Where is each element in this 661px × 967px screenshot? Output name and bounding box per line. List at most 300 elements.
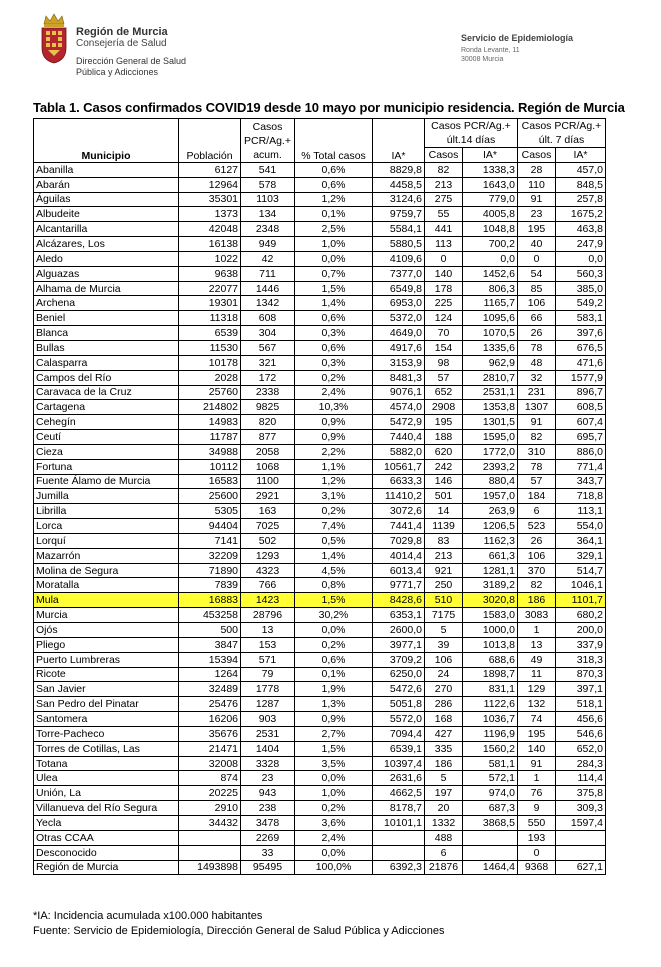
- cell-ia-7d: 309,3: [556, 801, 606, 816]
- cell-casos-acum: 4323: [241, 563, 295, 578]
- cell-casos-acum: 877: [241, 430, 295, 445]
- cell-poblacion: 42048: [179, 222, 241, 237]
- cell-ia: 9771,7: [373, 578, 425, 593]
- cell-casos-7d: 110: [518, 177, 556, 192]
- cell-casos-14d: 620: [425, 444, 463, 459]
- cell-pct-total: 0,6%: [295, 311, 373, 326]
- cell-poblacion: 16206: [179, 712, 241, 727]
- cell-casos-acum: 578: [241, 177, 295, 192]
- cell-municipio: Moratalla: [34, 578, 179, 593]
- cell-casos-7d: 1307: [518, 400, 556, 415]
- cell-ia-14d: 687,3: [463, 801, 518, 816]
- cell-pct-total: 2,4%: [295, 830, 373, 845]
- cell-ia-7d: 1101,7: [556, 593, 606, 608]
- cell-poblacion: 453258: [179, 608, 241, 623]
- service-block: [461, 33, 573, 64]
- cell-ia-14d: 1206,5: [463, 519, 518, 534]
- cell-municipio: Fuente Álamo de Murcia: [34, 474, 179, 489]
- table-row: [34, 326, 606, 341]
- cell-casos-acum: 2921: [241, 489, 295, 504]
- cell-casos-7d: 91: [518, 756, 556, 771]
- cell-casos-acum: 3328: [241, 756, 295, 771]
- cell-municipio: Puerto Lumbreras: [34, 652, 179, 667]
- cell-casos-acum: 1404: [241, 741, 295, 756]
- cell-municipio: Jumilla: [34, 489, 179, 504]
- cell-poblacion: 34432: [179, 815, 241, 830]
- cell-casos-7d: 9: [518, 801, 556, 816]
- cell-municipio: Fortuna: [34, 459, 179, 474]
- cell-casos-7d: 91: [518, 415, 556, 430]
- table-row: [34, 177, 606, 192]
- table-row: [34, 548, 606, 563]
- coat-of-arms-icon: [38, 12, 70, 64]
- cell-pct-total: 1,0%: [295, 786, 373, 801]
- table-row: [34, 459, 606, 474]
- cell-casos-acum: 7025: [241, 519, 295, 534]
- cell-municipio: Yecla: [34, 815, 179, 830]
- cell-casos-7d: 11: [518, 667, 556, 682]
- cell-casos-acum: 1100: [241, 474, 295, 489]
- cell-casos-7d: 78: [518, 459, 556, 474]
- cell-ia-7d: 257,8: [556, 192, 606, 207]
- cell-ia-14d: 1000,0: [463, 623, 518, 638]
- cell-casos-acum: 567: [241, 340, 295, 355]
- cell-casos-14d: 7175: [425, 608, 463, 623]
- cell-poblacion: 1264: [179, 667, 241, 682]
- cell-pct-total: 1,4%: [295, 296, 373, 311]
- cell-ia-7d: 583,1: [556, 311, 606, 326]
- cell-casos-7d: 23: [518, 207, 556, 222]
- cell-municipio: Villanueva del Río Segura: [34, 801, 179, 816]
- cell-ia-14d: 2810,7: [463, 370, 518, 385]
- cell-ia-7d: 114,4: [556, 771, 606, 786]
- cell-ia: 10101,1: [373, 815, 425, 830]
- table-row: [34, 415, 606, 430]
- cell-pct-total: 3,6%: [295, 815, 373, 830]
- cell-municipio: San Pedro del Pinatar: [34, 697, 179, 712]
- cell-casos-14d: 427: [425, 726, 463, 741]
- cell-casos-acum: 2058: [241, 444, 295, 459]
- table-row: [34, 489, 606, 504]
- cell-ia-7d: 1577,9: [556, 370, 606, 385]
- cell-ia-14d: 1595,0: [463, 430, 518, 445]
- cell-poblacion: 874: [179, 771, 241, 786]
- cell-municipio: Lorca: [34, 519, 179, 534]
- col-casos-line1: Casos: [252, 120, 283, 133]
- cell-poblacion: 2910: [179, 801, 241, 816]
- table-row: [34, 712, 606, 727]
- cell-casos-14d: 39: [425, 637, 463, 652]
- cell-casos-acum: 608: [241, 311, 295, 326]
- cell-municipio: Campos del Río: [34, 370, 179, 385]
- cell-municipio: Cieza: [34, 444, 179, 459]
- cell-casos-14d: 82: [425, 162, 463, 177]
- table-title: Tabla 1. Casos confirmados COVID19 desde 10 mayo por municipio residencia. Región de Murcia: [33, 100, 625, 115]
- cell-casos-acum: 172: [241, 370, 295, 385]
- col-14d-ia: IA*: [463, 148, 518, 163]
- cell-casos-7d: 106: [518, 548, 556, 563]
- cell-casos-14d: 197: [425, 786, 463, 801]
- cell-casos-acum: 1778: [241, 682, 295, 697]
- cell-casos-7d: 91: [518, 192, 556, 207]
- cell-pct-total: 0,9%: [295, 712, 373, 727]
- table-row: [34, 430, 606, 445]
- col-municipio: Municipio: [34, 119, 179, 163]
- cell-casos-acum: 943: [241, 786, 295, 801]
- cell-ia-7d: 518,1: [556, 697, 606, 712]
- cell-casos-14d: 14: [425, 504, 463, 519]
- cell-ia-14d: 806,3: [463, 281, 518, 296]
- cell-casos-7d: 106: [518, 296, 556, 311]
- cell-ia-7d: 247,9: [556, 237, 606, 252]
- cell-poblacion: 1022: [179, 251, 241, 266]
- cell-ia-7d: 463,8: [556, 222, 606, 237]
- cell-ia-7d: 200,0: [556, 623, 606, 638]
- table-row: [34, 593, 606, 608]
- col-pct-total: % Total casos: [295, 119, 373, 163]
- cell-ia: 4109,6: [373, 251, 425, 266]
- cell-ia: 4662,5: [373, 786, 425, 801]
- cell-poblacion: 15394: [179, 652, 241, 667]
- table-row: [34, 266, 606, 281]
- cell-ia-14d: 1095,6: [463, 311, 518, 326]
- cell-ia: 5882,0: [373, 444, 425, 459]
- cell-casos-7d: 310: [518, 444, 556, 459]
- cell-casos-14d: 195: [425, 415, 463, 430]
- cell-ia-7d: 343,7: [556, 474, 606, 489]
- cell-casos-acum: 949: [241, 237, 295, 252]
- cell-poblacion: [179, 830, 241, 845]
- cell-casos-acum: 1103: [241, 192, 295, 207]
- cell-casos-7d: 370: [518, 563, 556, 578]
- table-row: [34, 474, 606, 489]
- cell-ia-14d: 831,1: [463, 682, 518, 697]
- cell-ia: 7440,4: [373, 430, 425, 445]
- table-row: [34, 578, 606, 593]
- cell-ia-14d: 1643,0: [463, 177, 518, 192]
- cell-pct-total: 0,6%: [295, 162, 373, 177]
- cell-pct-total: 0,6%: [295, 177, 373, 192]
- cell-ia-7d: 1675,2: [556, 207, 606, 222]
- cell-ia: 8481,3: [373, 370, 425, 385]
- cell-ia-7d: 608,5: [556, 400, 606, 415]
- cell-ia-14d: 263,9: [463, 504, 518, 519]
- col-7d-ia: IA*: [556, 148, 606, 163]
- cell-casos-acum: 304: [241, 326, 295, 341]
- cell-municipio: Ulea: [34, 771, 179, 786]
- cell-municipio: Ricote: [34, 667, 179, 682]
- col-14d-line1: Casos PCR/Ag.+: [431, 120, 511, 132]
- cell-casos-14d: 1139: [425, 519, 463, 534]
- cell-ia-14d: 1048,8: [463, 222, 518, 237]
- table-row: [34, 533, 606, 548]
- cell-pct-total: 0,0%: [295, 771, 373, 786]
- cell-ia-14d: 779,0: [463, 192, 518, 207]
- cell-ia: 3153,9: [373, 355, 425, 370]
- cell-poblacion: 32008: [179, 756, 241, 771]
- cell-poblacion: 7141: [179, 533, 241, 548]
- col-ia: IA*: [373, 119, 425, 163]
- ia-footnote: *IA: Incidencia acumulada x100.000 habitantes: [33, 910, 263, 922]
- cell-casos-acum: 42: [241, 251, 295, 266]
- cell-municipio: Blanca: [34, 326, 179, 341]
- cell-ia: 7377,0: [373, 266, 425, 281]
- cell-ia-7d: 652,0: [556, 741, 606, 756]
- cell-poblacion: 11530: [179, 340, 241, 355]
- cell-casos-acum: 502: [241, 533, 295, 548]
- cell-casos-acum: 28796: [241, 608, 295, 623]
- col-poblacion: Población: [179, 119, 241, 163]
- cell-casos-14d: 140: [425, 266, 463, 281]
- table-row: [34, 860, 606, 875]
- cell-casos-14d: 5: [425, 771, 463, 786]
- cell-pct-total: 0,2%: [295, 370, 373, 385]
- cell-pct-total: 0,2%: [295, 801, 373, 816]
- cell-municipio: Pliego: [34, 637, 179, 652]
- cell-casos-acum: 13: [241, 623, 295, 638]
- cell-ia: 6633,3: [373, 474, 425, 489]
- cell-ia-7d: 457,0: [556, 162, 606, 177]
- cell-casos-14d: 225: [425, 296, 463, 311]
- cell-pct-total: 1,3%: [295, 697, 373, 712]
- cell-pct-total: 0,5%: [295, 533, 373, 548]
- cell-casos-14d: 6: [425, 845, 463, 860]
- table-row: [34, 385, 606, 400]
- cell-poblacion: 6539: [179, 326, 241, 341]
- cell-casos-7d: 66: [518, 311, 556, 326]
- table-row: [34, 801, 606, 816]
- cell-ia: 9076,1: [373, 385, 425, 400]
- cell-poblacion: 3847: [179, 637, 241, 652]
- document-header: [0, 0, 661, 100]
- cell-municipio: Desconocido: [34, 845, 179, 860]
- cell-casos-14d: 270: [425, 682, 463, 697]
- cell-ia-14d: 1898,7: [463, 667, 518, 682]
- cell-ia-7d: 375,8: [556, 786, 606, 801]
- cell-ia-14d: 1464,4: [463, 860, 518, 875]
- cell-casos-7d: 193: [518, 830, 556, 845]
- cell-ia: 5472,9: [373, 415, 425, 430]
- cell-ia-14d: 688,6: [463, 652, 518, 667]
- col-group-14d: [425, 119, 518, 148]
- cell-casos-7d: 40: [518, 237, 556, 252]
- cell-ia-7d: 546,6: [556, 726, 606, 741]
- cell-casos-acum: 1423: [241, 593, 295, 608]
- col-casos-line3: acum.: [253, 148, 282, 161]
- cell-ia-7d: 627,1: [556, 860, 606, 875]
- cell-ia: 7029,8: [373, 533, 425, 548]
- cell-ia: 2600,0: [373, 623, 425, 638]
- cell-ia: 11410,2: [373, 489, 425, 504]
- cell-ia-7d: 680,2: [556, 608, 606, 623]
- cell-casos-acum: 79: [241, 667, 295, 682]
- cell-ia-14d: 1772,0: [463, 444, 518, 459]
- cell-ia: 4574,0: [373, 400, 425, 415]
- cell-casos-14d: 5: [425, 623, 463, 638]
- cell-poblacion: 34988: [179, 444, 241, 459]
- cell-ia-14d: 1036,7: [463, 712, 518, 727]
- cell-municipio: Otras CCAA: [34, 830, 179, 845]
- cell-poblacion: 11787: [179, 430, 241, 445]
- cell-casos-14d: 55: [425, 207, 463, 222]
- cell-ia: 3072,6: [373, 504, 425, 519]
- cell-ia-7d: 560,3: [556, 266, 606, 281]
- cell-municipio: Abarán: [34, 177, 179, 192]
- cell-ia-7d: 456,6: [556, 712, 606, 727]
- cell-poblacion: 214802: [179, 400, 241, 415]
- cell-casos-acum: 820: [241, 415, 295, 430]
- cell-ia: 6353,1: [373, 608, 425, 623]
- cell-pct-total: 0,2%: [295, 504, 373, 519]
- col-7d-line2: últ. 7 días: [538, 134, 585, 146]
- cell-municipio: Totana: [34, 756, 179, 771]
- table-row: [34, 608, 606, 623]
- org-name: Región de Murcia: [76, 26, 168, 38]
- cell-casos-acum: 2348: [241, 222, 295, 237]
- cell-casos-14d: 154: [425, 340, 463, 355]
- cell-ia-14d: 700,2: [463, 237, 518, 252]
- cell-casos-14d: 124: [425, 311, 463, 326]
- cell-ia: 5584,1: [373, 222, 425, 237]
- cell-casos-7d: 26: [518, 533, 556, 548]
- cell-ia-14d: 1452,6: [463, 266, 518, 281]
- table-header: [34, 119, 606, 163]
- cell-municipio: Unión, La: [34, 786, 179, 801]
- cell-poblacion: 7839: [179, 578, 241, 593]
- table-row: [34, 830, 606, 845]
- table-row: [34, 162, 606, 177]
- cell-pct-total: 10,3%: [295, 400, 373, 415]
- cell-ia-7d: 549,2: [556, 296, 606, 311]
- cell-poblacion: 25476: [179, 697, 241, 712]
- cell-ia: 3709,2: [373, 652, 425, 667]
- cell-pct-total: 0,7%: [295, 266, 373, 281]
- cell-ia-7d: 397,6: [556, 326, 606, 341]
- cell-casos-acum: 33: [241, 845, 295, 860]
- col-casos-line2: PCR/Ag.+: [244, 134, 291, 147]
- cell-pct-total: 3,1%: [295, 489, 373, 504]
- cell-pct-total: 2,2%: [295, 444, 373, 459]
- table-row: [34, 296, 606, 311]
- cell-casos-14d: 0: [425, 251, 463, 266]
- cell-poblacion: 21471: [179, 741, 241, 756]
- col-casos-acum: [241, 119, 295, 163]
- cell-casos-7d: 184: [518, 489, 556, 504]
- cell-ia-7d: 329,1: [556, 548, 606, 563]
- cell-municipio: San Javier: [34, 682, 179, 697]
- cell-municipio: Albudeite: [34, 207, 179, 222]
- cell-ia: 4014,4: [373, 548, 425, 563]
- cell-municipio: Calasparra: [34, 355, 179, 370]
- cell-ia: 5372,0: [373, 311, 425, 326]
- cell-casos-14d: 441: [425, 222, 463, 237]
- cell-ia-7d: 113,1: [556, 504, 606, 519]
- cell-casos-acum: 9825: [241, 400, 295, 415]
- cell-casos-14d: 921: [425, 563, 463, 578]
- table-row: [34, 563, 606, 578]
- cell-casos-14d: 113: [425, 237, 463, 252]
- cell-ia-14d: 1335,6: [463, 340, 518, 355]
- cell-poblacion: 11318: [179, 311, 241, 326]
- table-row: [34, 311, 606, 326]
- cell-ia: 5472,6: [373, 682, 425, 697]
- cell-ia-14d: 2393,2: [463, 459, 518, 474]
- cell-casos-acum: 163: [241, 504, 295, 519]
- cell-casos-acum: 571: [241, 652, 295, 667]
- cell-ia-14d: 0,0: [463, 251, 518, 266]
- cell-casos-14d: 335: [425, 741, 463, 756]
- cell-ia-7d: 1046,1: [556, 578, 606, 593]
- cell-municipio: Ceutí: [34, 430, 179, 445]
- organization-block: [76, 26, 186, 78]
- cell-municipio: Aledo: [34, 251, 179, 266]
- cell-ia: 7441,4: [373, 519, 425, 534]
- cell-ia: [373, 845, 425, 860]
- cell-casos-7d: 129: [518, 682, 556, 697]
- cell-casos-7d: 1: [518, 623, 556, 638]
- table-row: [34, 726, 606, 741]
- cell-casos-7d: 523: [518, 519, 556, 534]
- cell-poblacion: 14983: [179, 415, 241, 430]
- cell-pct-total: 0,3%: [295, 326, 373, 341]
- cell-ia-14d: 880,4: [463, 474, 518, 489]
- cell-casos-7d: 550: [518, 815, 556, 830]
- cell-ia-14d: [463, 830, 518, 845]
- cell-pct-total: 0,8%: [295, 578, 373, 593]
- cell-casos-acum: 153: [241, 637, 295, 652]
- table-row: [34, 652, 606, 667]
- cell-casos-14d: 510: [425, 593, 463, 608]
- cell-municipio: Torres de Cotillas, Las: [34, 741, 179, 756]
- cell-pct-total: 1,1%: [295, 459, 373, 474]
- cell-municipio: Caravaca de la Cruz: [34, 385, 179, 400]
- cell-poblacion: 16138: [179, 237, 241, 252]
- cell-casos-14d: 213: [425, 177, 463, 192]
- table-row: [34, 845, 606, 860]
- cell-poblacion: 25600: [179, 489, 241, 504]
- cell-poblacion: 10178: [179, 355, 241, 370]
- cell-casos-7d: 186: [518, 593, 556, 608]
- cell-ia-14d: 1353,8: [463, 400, 518, 415]
- cell-casos-acum: 1068: [241, 459, 295, 474]
- table-row: [34, 637, 606, 652]
- cell-casos-7d: 13: [518, 637, 556, 652]
- cell-ia-14d: [463, 845, 518, 860]
- cell-poblacion: 25760: [179, 385, 241, 400]
- cell-ia-7d: 718,8: [556, 489, 606, 504]
- cell-casos-7d: 195: [518, 726, 556, 741]
- cell-pct-total: 1,0%: [295, 237, 373, 252]
- table-row: [34, 682, 606, 697]
- cell-ia: 4649,0: [373, 326, 425, 341]
- cell-poblacion: 35676: [179, 726, 241, 741]
- cell-ia-7d: 695,7: [556, 430, 606, 445]
- cell-casos-14d: 57: [425, 370, 463, 385]
- cell-casos-14d: 286: [425, 697, 463, 712]
- table-row: [34, 504, 606, 519]
- cell-casos-7d: 54: [518, 266, 556, 281]
- cell-poblacion: 94404: [179, 519, 241, 534]
- table-row: [34, 623, 606, 638]
- cell-ia-14d: 962,9: [463, 355, 518, 370]
- cell-municipio: Región de Murcia: [34, 860, 179, 875]
- cell-ia-7d: 848,5: [556, 177, 606, 192]
- cell-pct-total: 30,2%: [295, 608, 373, 623]
- cell-municipio: Beniel: [34, 311, 179, 326]
- cell-municipio: Abanilla: [34, 162, 179, 177]
- cell-pct-total: 2,4%: [295, 385, 373, 400]
- cell-ia-14d: 3189,2: [463, 578, 518, 593]
